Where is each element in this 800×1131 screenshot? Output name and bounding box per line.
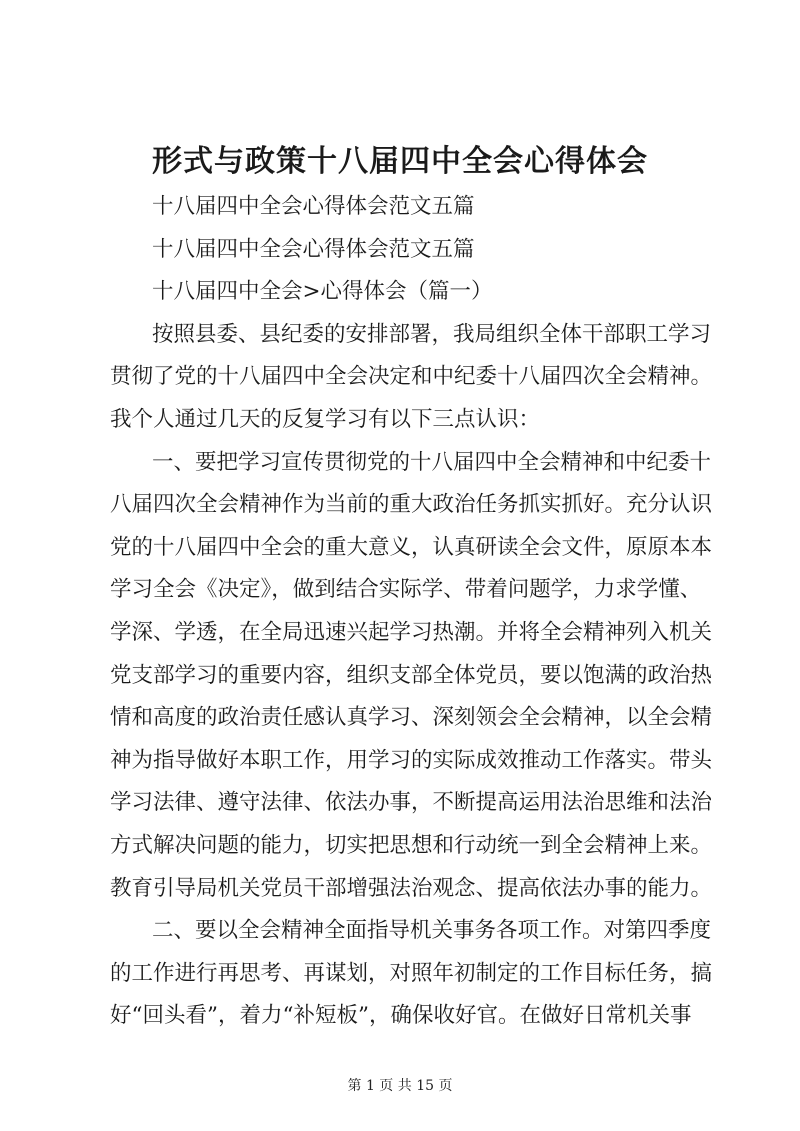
page-footer: 第 1 页 共 15 页 (347, 1078, 453, 1094)
text-line: 情和高度的政治责任感认真学习、深刻领会全会精神，以全会精 (110, 705, 713, 731)
text-line: 党的十八届四中全会的重大意义，认真研读全会文件，原原本本 (110, 534, 713, 560)
text-line: 我个人通过几天的反复学习有以下三点认识： (110, 407, 541, 432)
text-line: 十八届四中全会心得体会范文五篇 (152, 236, 475, 262)
text-line: 的工作进行再思考、再谋划，对照年初制定的工作目标任务，搞 (110, 960, 713, 986)
text-line: 方式解决问题的能力，切实把思想和行动统一到全会精神上来。 (110, 833, 713, 858)
text-line: 二、要以全会精神全面指导机关事务各项工作。对第四季度 (152, 918, 712, 944)
text-line: 神为指导做好本职工作，用学习的实际成效推动工作落实。带头 (110, 747, 713, 773)
text-line: 十八届四中全会>心得体会（篇一） (152, 279, 493, 305)
text-line: 一、要把学习宣传贯彻党的十八届四中全会精神和中纪委十 (152, 449, 712, 475)
text-line: 学深、学透，在全局迅速兴起学习热潮。并将全会精神列入机关 (110, 620, 713, 645)
text-line: 按照县委、县纪委的安排部署，我局组织全体干部职工学习 (152, 321, 712, 347)
document-title: 形式与政策十八届四中全会心得体会 (152, 144, 648, 179)
text-line: 贯彻了党的十八届四中全会决定和中纪委十八届四次全会精神。 (110, 364, 713, 390)
text-line: 教育引导局机关党员干部增强法治观念、提高依法办事的能力。 (110, 875, 713, 901)
text-line: 八届四次全会精神作为当前的重大政治任务抓实抓好。充分认识 (110, 492, 713, 518)
text-line: 好“回头看”，着力“补短板”，确保收好官。在做好日常机关事 (110, 1003, 692, 1029)
text-line: 十八届四中全会心得体会范文五篇 (152, 194, 475, 219)
text-line: 学习法律、遵守法律、依法办事，不断提高运用法治思维和法治 (110, 790, 713, 816)
text-line: 学习全会《决定》，做到结合实际学、带着问题学，力求学懂、 (110, 577, 702, 603)
text-line: 党支部学习的重要内容，组织支部全体党员，要以饱满的政治热 (110, 662, 713, 688)
